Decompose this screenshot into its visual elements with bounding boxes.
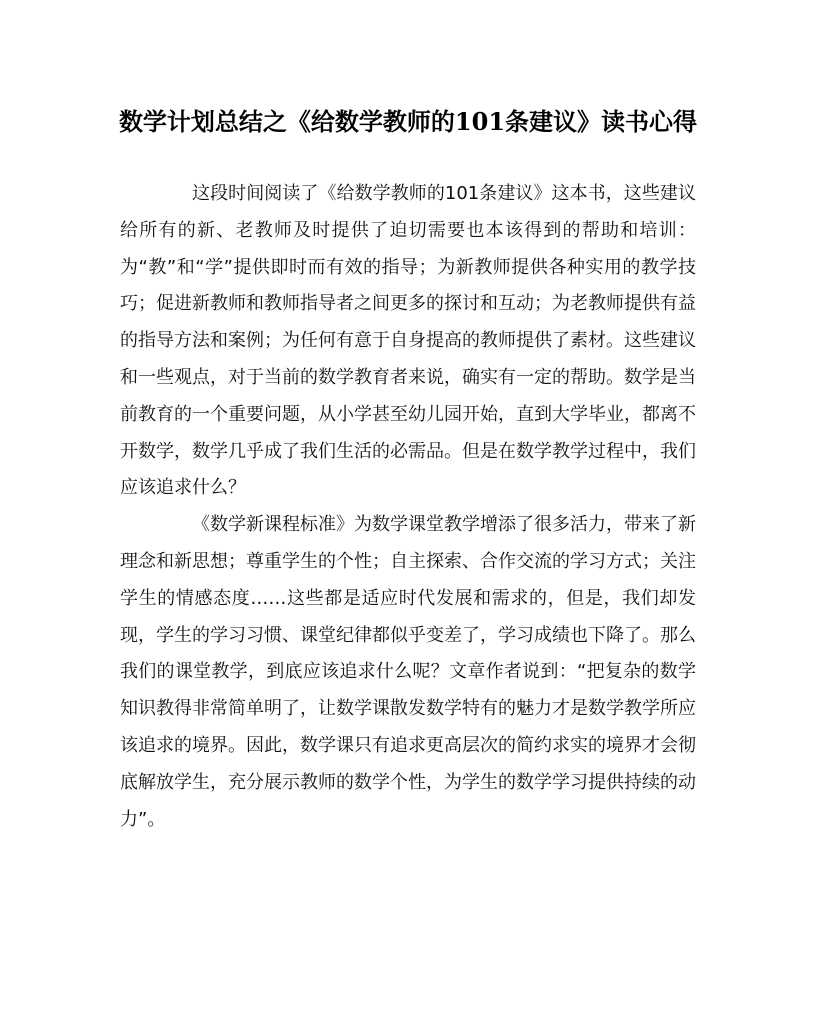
document-title: 数学计划总结之《给数学教师的101条建议》读书心得	[118, 107, 698, 136]
paragraph-2: 《数学新课程标准》为数学课堂教学增添了很多活力，带来了新理念和新思想；尊重学生的个性；自主探索、合作交流的学习方式；关注学生的情感态度……这些都是适应时代发展和需求的，但是，我们却发现，学生的学习习惯、课堂纪律都似乎变差了，学习成绩也下降了。那么我们的课堂教学，到底应该追求什么呢？文章作者说到：“把复杂的数学知识教得非常简单明了，让数学课散发数学特有的魅力才是数学教学所应该追求的境界。因此，数学课只有追求更高层次的简约求实的境界才会彻底解放学生，充分展示教师的数学个性，为学生的数学学习提供持续的动力”。	[120, 514, 696, 830]
document-body	[120, 176, 696, 838]
paragraph-1: 这段时间阅读了《给数学教师的101条建议》这本书，这些建议给所有的新、老教师及时提供了迫切需要也本该得到的帮助和培训：为“教”和“学”提供即时而有效的指导；为新教师提供各种实用的教学技巧；促进新教师和教师指导者之间更多的探讨和互动；为老教师提供有益的指导方法和案例；为任何有意于自身提高的教师提供了素材。这些建议和一些观点，对于当前的数学教育者来说，确实有一定的帮助。数学是当前教育的一个重要问题，从小学甚至幼儿园开始，直到大学毕业，都离不开数学，数学几乎成了我们生活的必需品。但是在数学教学过程中，我们应该追求什么？	[120, 183, 696, 499]
